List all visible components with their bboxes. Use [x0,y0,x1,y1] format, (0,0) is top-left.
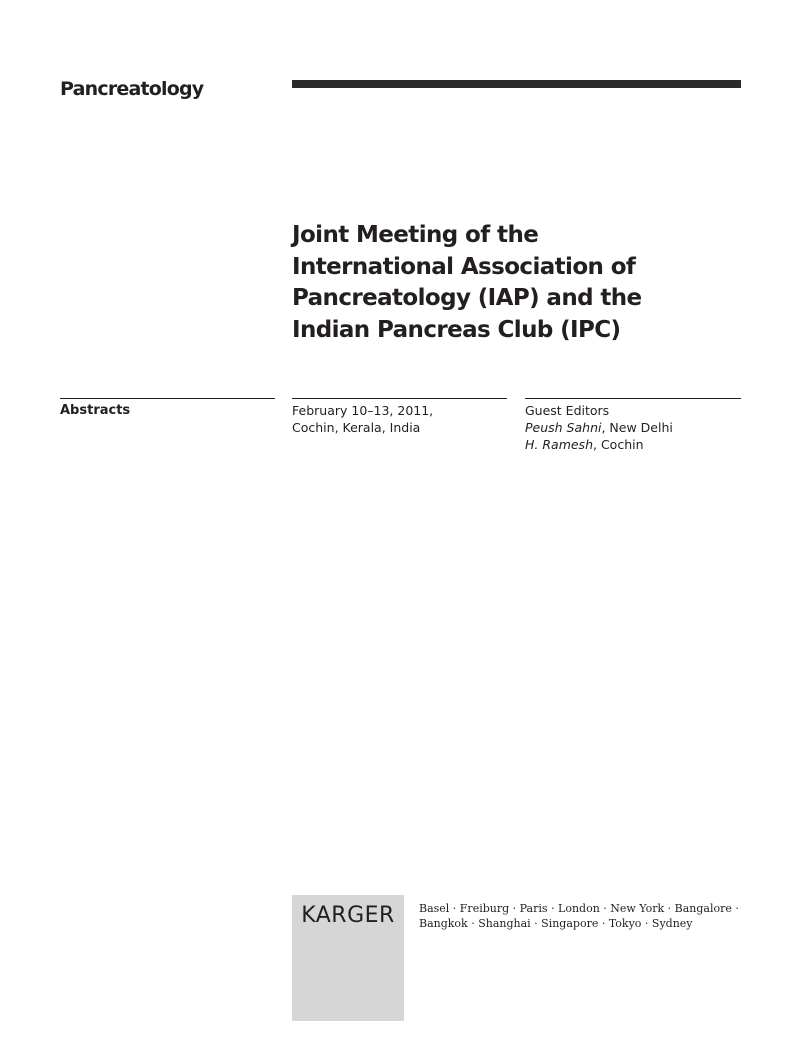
title-line-1: Joint Meeting of the [292,222,539,248]
title-line-4: Indian Pancreas Club (IPC) [292,316,621,343]
editors-column [525,398,741,453]
cities-line-1: Basel · Freiburg · Paris · London · New York · Bangalore · [419,902,739,915]
cities-line-2: Bangkok · Shanghai · Singapore · Tokyo · Sydney [419,916,693,930]
publisher-cities [419,902,749,931]
editor-entry [525,436,741,453]
title-line-3: Pancreatology (IAP) and the [292,285,642,311]
editor-place: , New Delhi [601,420,673,435]
editor-entry [525,419,741,436]
header-rule-bar [292,80,741,88]
journal-name: Pancreatology [60,78,204,100]
editors-heading: Guest Editors [525,403,610,418]
publisher-logo: KARGER [301,903,395,928]
publisher-logo-box [292,895,404,1021]
section-column [60,398,275,419]
section-label: Abstracts [60,403,131,418]
editor-place: , Cochin [593,437,644,452]
meeting-title [292,220,732,346]
title-line-2: International Association of [292,253,636,280]
editor-name: H. Ramesh [525,437,593,452]
editor-name: Peush Sahni [525,420,602,435]
meeting-location: Cochin, Kerala, India [292,420,421,435]
meeting-info-column [292,398,507,436]
meeting-dates: February 10–13, 2011, [292,403,434,418]
